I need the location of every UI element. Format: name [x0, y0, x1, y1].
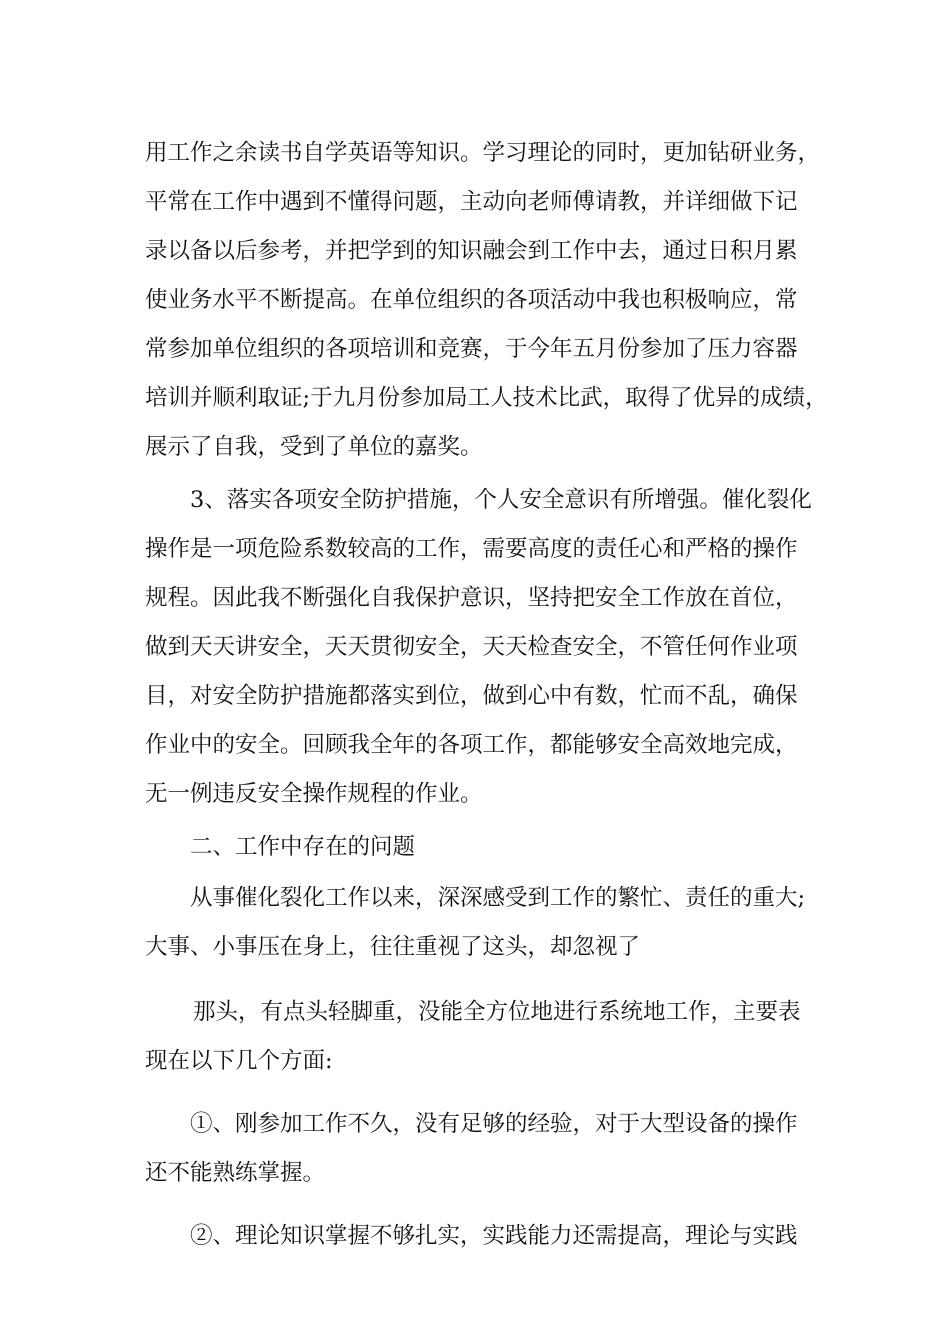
- text-line: 操作是一项危险系数较高的工作，需要高度的责任心和严格的操作: [145, 536, 798, 562]
- text-line: 录以备以后参考，并把学到的知识融会到工作中去，通过日积月累: [145, 238, 798, 264]
- text-line: 作业中的安全。回顾我全年的各项工作，都能够安全高效地完成，: [145, 732, 798, 758]
- list-item-first-line: ①、刚参加工作不久，没有足够的经验，对于大型设备的操作: [190, 1111, 798, 1137]
- text-line: 还不能熟练掌握。: [145, 1160, 326, 1186]
- list-item-first-line: ②、理论知识掌握不够扎实，实践能力还需提高，理论与实践: [190, 1223, 798, 1249]
- text-line: 现在以下几个方面:: [145, 1048, 333, 1074]
- text-line: 做到天天讲安全，天天贯彻安全，天天检查安全，不管任何作业项: [145, 634, 798, 660]
- text-line: 大事、小事压在身上，往往重视了这头，却忽视了: [145, 934, 641, 960]
- text-line: 规程。因此我不断强化自我保护意识，坚持把安全工作放在首位，: [145, 585, 798, 611]
- text-line: 常参加单位组织的各项培训和竞赛，于今年五月份参加了压力容器: [145, 336, 798, 362]
- text-line: 使业务水平不断提高。在单位组织的各项活动中我也积极响应，常: [145, 287, 798, 313]
- paragraph-first-line: 那头，有点头轻脚重，没能全方位地进行系统地工作，主要表: [193, 999, 801, 1025]
- section-heading: 二、工作中存在的问题: [190, 834, 416, 860]
- text-line: 目，对安全防护措施都落实到位，做到心中有数，忙而不乱，确保: [145, 683, 798, 709]
- text-line: 展示了自我，受到了单位的嘉奖。: [145, 434, 483, 460]
- text-line: 平常在工作中遇到不懂得问题，主动向老师傅请教，并详细做下记: [145, 189, 798, 215]
- text-line: 无一例违反安全操作规程的作业。: [145, 781, 483, 807]
- text-line: 培训并顺利取证;于九月份参加局工人技术比武，取得了优异的成绩，: [145, 385, 828, 411]
- paragraph-first-line: 3、落实各项安全防护措施，个人安全意识有所增强。催化裂化: [190, 487, 812, 513]
- text-line: 用工作之余读书自学英语等知识。学习理论的同时，更加钻研业务，: [145, 140, 821, 166]
- paragraph-first-line: 从事催化裂化工作以来，深深感受到工作的繁忙、责任的重大;: [190, 885, 806, 911]
